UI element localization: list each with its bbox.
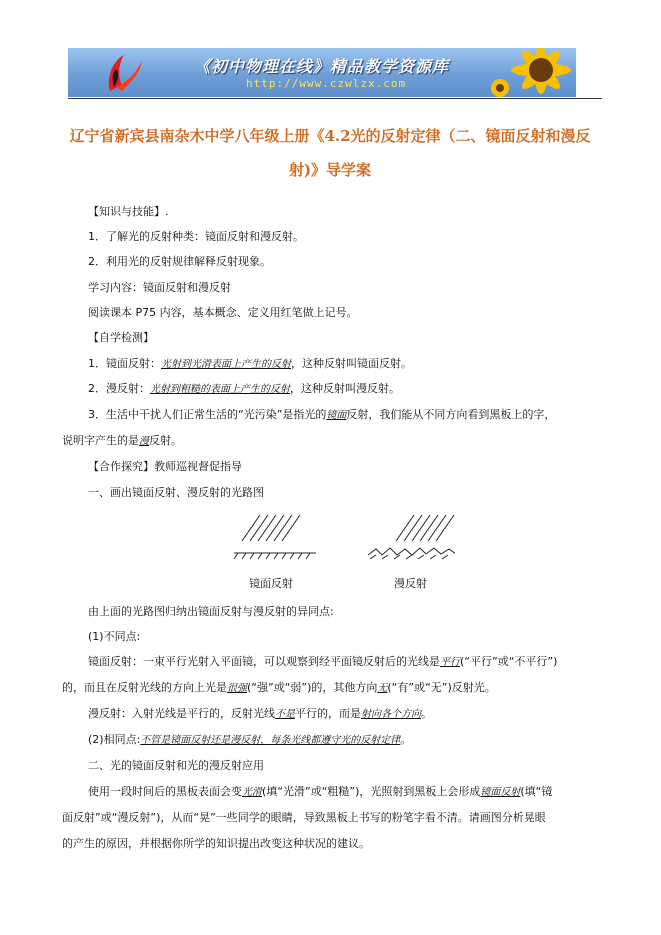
self-study-heading: 【自学检测】 (88, 331, 154, 344)
reflection-diagram (230, 513, 455, 563)
knowledge-item-1: 1．了解光的反射种类：镜面反射和漫反射。 (88, 230, 304, 243)
incident-rays-mirror (242, 515, 300, 541)
summary-line: 由上面的光路图归纳出镜面反射与漫反射的异同点: (88, 605, 334, 618)
rough-surface (368, 548, 455, 559)
mirror-reflection-line-2: 的，而且在反射光线的方向上光是很强(“强”或“弱”)的，其他方向无(“有”或“无”)反射光。 (62, 681, 496, 694)
caption-mirror: 镜面反射 (249, 577, 293, 590)
section-2-heading: 二、光的镜面反射和光的漫反射应用 (88, 759, 264, 772)
diff-heading: (1)不同点: (88, 630, 141, 643)
logo-icon (102, 51, 146, 95)
coop-heading: 【合作探究】教师巡视督促指导 (88, 460, 242, 473)
section-1-heading: 一、画出镜面反射、漫反射的光路图 (88, 486, 264, 499)
self-study-q2: 2．漫反射：光射到粗糙的表面上产生的反射，这种反射叫漫反射。 (88, 382, 400, 395)
banner-url[interactable]: http://www.czwlzx.com (246, 77, 407, 90)
application-line-3: 的产生的原因，并根据你所学的知识提出改变这种状况的建议。 (62, 837, 370, 850)
self-study-q1: 1．镜面反射：光射到光滑表面上产生的反射，这种反射叫镜面反射。 (88, 357, 412, 370)
page-title: 辽宁省新宾县南杂木中学八年级上册《4.2光的反射定律（二、镜面反射和漫反 射)》导学案 (69, 127, 591, 179)
same-points-line: (2)相同点:不管是镜面反射还是漫反射，每条光线都遵守光的反射定律。 (88, 733, 412, 746)
reading-instruction: 阅读课本 P75 内容，基本概念、定义用红笔做上记号。 (88, 306, 358, 319)
knowledge-item-2: 2．利用光的反射规律解释反射现象。 (88, 255, 271, 268)
application-line-2: 面反射”或“漫反射”)，从而“晃”一些同学的眼睛，导致黑板上书写的粉笔字看不清。请画图分析晃眼 (62, 811, 546, 824)
knowledge-heading: 【知识与技能】. (88, 205, 169, 218)
learning-content: 学习内容：镜面反射和漫反射 (88, 281, 231, 294)
sunflower-icon (486, 48, 576, 97)
mirror-reflection-line-1: 镜面反射：一束平行光射入平面镜，可以观察到经平面镜反射后的光线是平行(“平行”或“不平行”) (88, 655, 558, 668)
incident-rays-diffuse (396, 515, 454, 541)
header-banner (68, 48, 576, 97)
header-rule (68, 98, 602, 99)
self-study-q3-cont: 说明字产生的是漫反射。 (62, 434, 182, 447)
banner-title: 《初中物理在线》精品教学资源库 (194, 57, 450, 76)
caption-diffuse: 漫反射 (394, 577, 427, 590)
self-study-q3: 3．生活中干扰人们正常生活的“光污染”是指光的镜面反射，我们能从不同方向看到黑板上的字， (88, 408, 556, 421)
application-line-1: 使用一段时间后的黑板表面会变光滑(填“光滑”或“粗糙”)，光照射到黑板上会形成镜面反射(填“镜 (88, 785, 553, 798)
diffuse-reflection-line: 漫反射：入射光线是平行的，反射光线不是平行的，而是射向各个方向。 (88, 707, 432, 720)
mirror-surface (234, 553, 316, 559)
